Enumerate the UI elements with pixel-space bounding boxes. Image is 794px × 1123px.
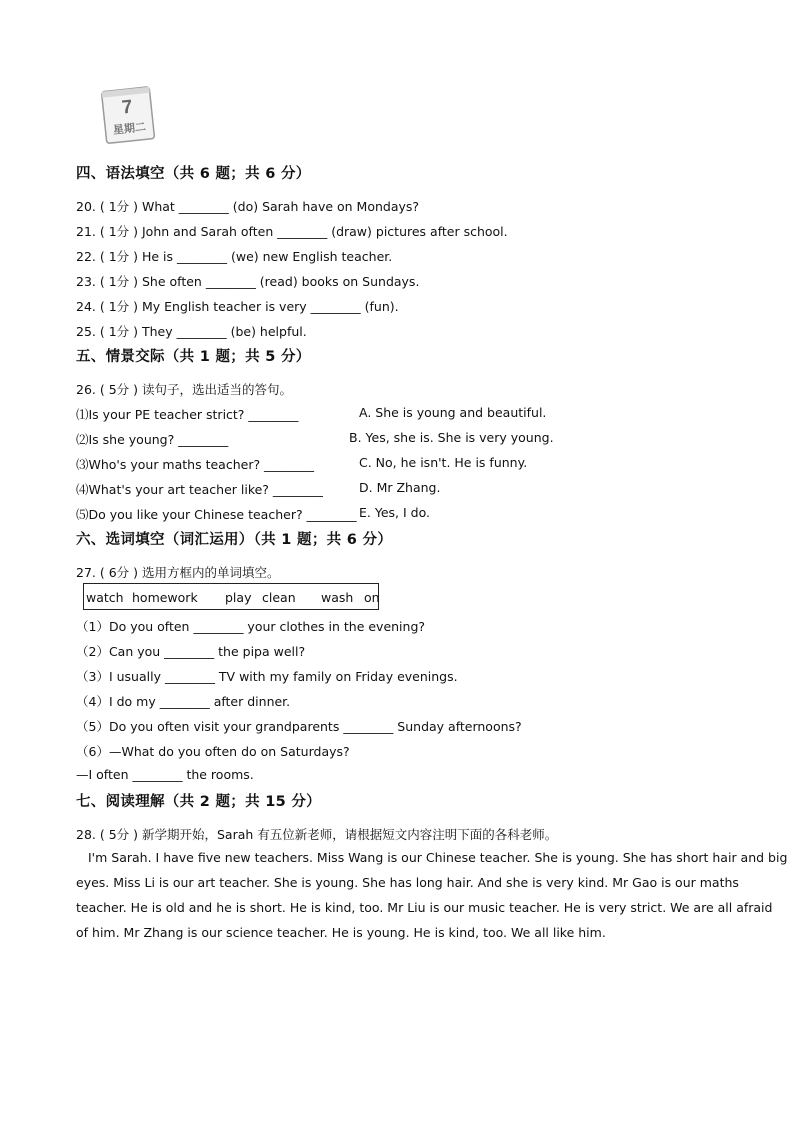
word-option: watch: [86, 590, 124, 605]
word-option: on: [364, 590, 380, 605]
fill-item-6-answer: —I often ________ the rooms.: [76, 767, 254, 782]
match-question-3: ⑶Who's your maths teacher? ________: [76, 457, 315, 472]
passage-line-3: teacher. He is old and he is short. He is kind, too. Mr Liu is our music teacher. He is very strict. We are all afraid: [76, 900, 773, 915]
section7-heading: 七、阅读理解（共 2 题；共 15 分）: [76, 794, 321, 810]
section4-heading: 四、语法填空（共 6 题；共 6 分）: [76, 166, 311, 182]
match-answer-a: A. She is young and beautiful.: [359, 405, 547, 420]
question-24: 24. ( 1分 ) My English teacher is very ________ (fun).: [76, 299, 399, 314]
match-answer-b: B. Yes, she is. She is very young.: [349, 430, 554, 445]
match-answer-d: D. Mr Zhang.: [359, 480, 441, 495]
fill-item-6: （6）—What do you often do on Saturdays?: [76, 744, 350, 759]
section6-heading: 六、选词填空（词汇运用）（共 1 题；共 6 分）: [76, 532, 393, 548]
question-27: 27. ( 6分 ) 选用方框内的单词填空。: [76, 565, 280, 580]
calendar-day: 星期二: [112, 120, 147, 137]
word-option: wash: [321, 590, 354, 605]
fill-item-2: （2）Can you ________ the pipa well?: [76, 644, 306, 659]
match-question-2: ⑵Is she young? ________: [76, 432, 229, 447]
question-20: 20. ( 1分 ) What ________ (do) Sarah have on Mondays?: [76, 199, 420, 214]
word-box: [83, 583, 379, 610]
question-21: 21. ( 1分 ) John and Sarah often ________ (draw) pictures after school.: [76, 224, 508, 239]
calendar-number: 7: [120, 96, 134, 119]
calendar-icon: [97, 83, 161, 147]
word-option: play: [225, 590, 252, 605]
question-26: 26. ( 5分 ) 读句子，选出适当的答句。: [76, 382, 292, 397]
word-option: homework: [132, 590, 198, 605]
fill-item-1: （1）Do you often ________ your clothes in the evening?: [76, 619, 426, 634]
passage-line-2: eyes. Miss Li is our art teacher. She is young. She has long hair. And she is very kind. Mr Gao is our maths: [76, 875, 739, 890]
match-question-4: ⑷What's your art teacher like? ________: [76, 482, 323, 497]
question-23: 23. ( 1分 ) She often ________ (read) books on Sundays.: [76, 274, 420, 289]
fill-item-3: （3）I usually ________ TV with my family on Friday evenings.: [76, 669, 458, 684]
match-question-1: ⑴Is your PE teacher strict? ________: [76, 407, 299, 422]
section5-heading: 五、情景交际（共 1 题；共 5 分）: [76, 349, 311, 365]
passage-line-1: I'm Sarah. I have five new teachers. Miss Wang is our Chinese teacher. She is young. She has short hair and big: [88, 850, 788, 865]
match-answer-e: E. Yes, I do.: [359, 505, 430, 520]
match-question-5: ⑸Do you like your Chinese teacher? ________: [76, 507, 357, 522]
fill-item-5: （5）Do you often visit your grandparents ________ Sunday afternoons?: [76, 719, 522, 734]
word-option: clean: [262, 590, 296, 605]
passage-line-4: of him. Mr Zhang is our science teacher. He is young. He is kind, too. We all like him.: [76, 925, 606, 940]
question-25: 25. ( 1分 ) They ________ (be) helpful.: [76, 324, 307, 339]
match-answer-c: C. No, he isn't. He is funny.: [359, 455, 528, 470]
question-22: 22. ( 1分 ) He is ________ (we) new English teacher.: [76, 249, 393, 264]
fill-item-4: （4）I do my ________ after dinner.: [76, 694, 291, 709]
question-28: 28. ( 5分 ) 新学期开始，Sarah 有五位新老师，请根据短文内容注明下面的各科老师。: [76, 827, 558, 842]
